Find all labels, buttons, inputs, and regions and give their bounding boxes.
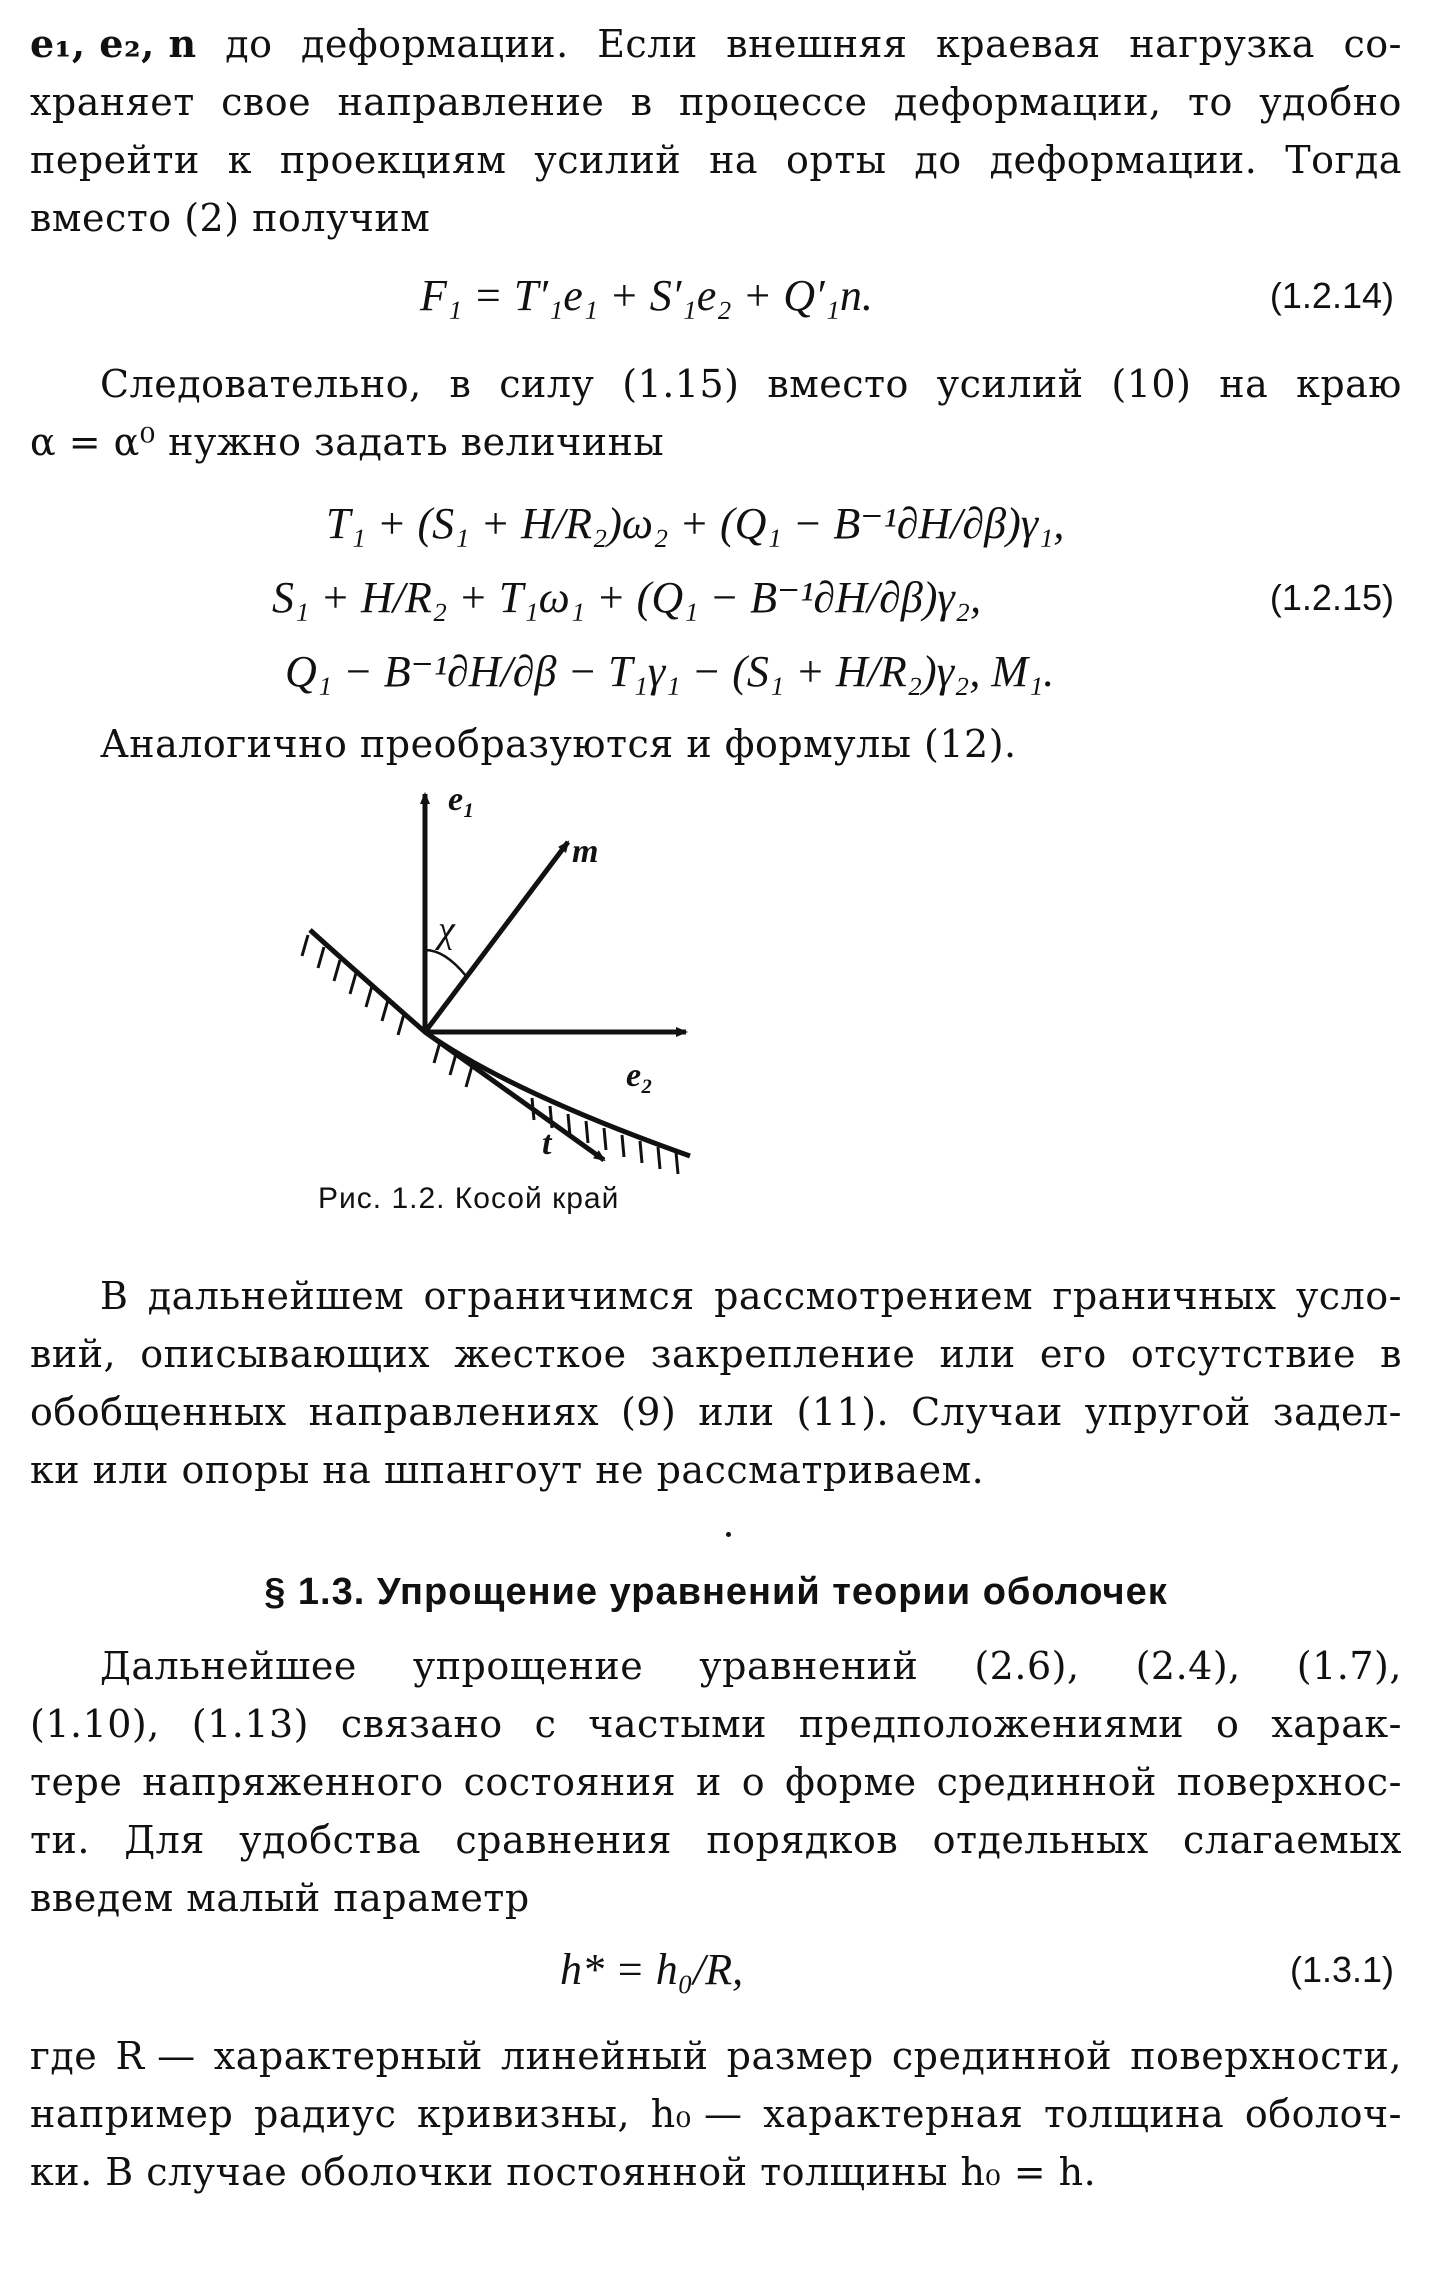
word: свое	[221, 80, 312, 124]
word: усилий	[936, 362, 1084, 406]
word: например	[30, 2092, 234, 2136]
word: Если	[597, 22, 698, 66]
text-line: ки или опоры на шпангоут не рассматриваем.	[30, 1448, 985, 1492]
text-line: Аналогично преобразуются и формулы (12).	[100, 722, 1017, 766]
word: задел-	[1272, 1390, 1402, 1434]
word: кривизны,	[417, 2092, 631, 2136]
text-line	[30, 76, 1402, 128]
word: или	[698, 1390, 775, 1434]
word: В	[100, 1274, 129, 1318]
word: R —	[115, 2034, 196, 2078]
word: поверхности,	[1130, 2034, 1402, 2078]
word: к	[227, 138, 252, 182]
word: (10)	[1111, 362, 1192, 406]
word: h₀ —	[650, 2092, 743, 2136]
equation-number: (1.2.15)	[1269, 577, 1394, 618]
word: ограничимся	[423, 1274, 695, 1318]
text-line	[30, 1756, 1402, 1808]
word: вий,	[30, 1332, 117, 1376]
word: e₁, e₂, n	[30, 21, 197, 66]
word: его	[1039, 1332, 1107, 1376]
word: краю	[1296, 362, 1402, 406]
word: деформации.	[300, 22, 569, 66]
word: Случаи	[911, 1390, 1063, 1434]
word: храняет	[30, 80, 195, 124]
word: на	[1219, 362, 1269, 406]
word: усилий	[534, 138, 682, 182]
text-line: ки. В случае оболочки постоянной толщины h₀ = h.	[30, 2150, 1097, 2194]
word: порядков	[706, 1818, 899, 1862]
word: форме	[785, 1760, 917, 1804]
word: отсутствие	[1130, 1332, 1356, 1376]
angle-arc	[425, 950, 466, 976]
word: жесткое	[454, 1332, 627, 1376]
word: в	[630, 80, 653, 124]
word: граничных	[1052, 1274, 1277, 1318]
word: где	[30, 2034, 98, 2078]
text-line	[30, 1814, 1402, 1866]
word: рассмотрением	[714, 1274, 1034, 1318]
formula-1-2-15-line-2: S₁ + H/R₂ + T₁ω₁ + (Q₁ − B⁻¹∂H/∂β)γ₂,	[272, 573, 982, 622]
text-line	[100, 1270, 1402, 1322]
word: до	[225, 22, 273, 66]
word: то	[1187, 80, 1233, 124]
text-line	[30, 1386, 1402, 1438]
formula-1-2-15-line-3: Q₁ − B⁻¹∂H/∂β − T₁γ₁ − (S₁ + H/R₂)γ₂, M₁.	[285, 647, 1055, 696]
word: и	[696, 1760, 722, 1804]
word: закрепление	[650, 1332, 916, 1376]
word: проекциям	[279, 138, 507, 182]
word: уравнений	[699, 1644, 919, 1688]
formula-1-2-14: F₁ = T′₁e₁ + S′₁e₂ + Q′₁n.	[420, 271, 873, 320]
word: о	[741, 1760, 766, 1804]
word: краевая	[936, 22, 1101, 66]
word: (2.6),	[974, 1644, 1080, 1688]
vector-t	[425, 1032, 604, 1160]
word: дальнейшем	[147, 1274, 405, 1318]
text-line: введем малый параметр	[30, 1876, 530, 1920]
word: оболоч-	[1244, 2092, 1402, 2136]
word: Тогда	[1285, 138, 1402, 182]
word: процессе	[679, 80, 868, 124]
word: нагрузка	[1129, 22, 1315, 66]
word: о	[1216, 1702, 1240, 1746]
word: (1.7),	[1296, 1644, 1402, 1688]
word: со-	[1343, 22, 1402, 66]
edge-curve	[310, 930, 690, 1156]
word: на	[709, 138, 759, 182]
word: направлениях	[308, 1390, 600, 1434]
word: удобно	[1259, 80, 1402, 124]
word: характерный	[213, 2034, 483, 2078]
text-line	[30, 2030, 1402, 2082]
word: поверхнос-	[1176, 1760, 1402, 1804]
word: отдельных	[932, 1818, 1149, 1862]
word: с	[534, 1702, 557, 1746]
word: упрощение	[412, 1644, 644, 1688]
equation-number: (1.3.1)	[1289, 1949, 1394, 1990]
word: орты	[785, 138, 887, 182]
word: сравнения	[455, 1818, 672, 1862]
word: вместо	[767, 362, 909, 406]
text-line	[30, 2088, 1402, 2140]
word: частыми	[588, 1702, 767, 1746]
text-line	[30, 1698, 1402, 1750]
word: толщина	[1043, 2092, 1225, 2136]
word: (1.10),	[30, 1702, 160, 1746]
word: перейти	[30, 138, 200, 182]
word: деформации.	[989, 138, 1258, 182]
word: Дальнейшее	[100, 1644, 357, 1688]
label-e1: e₁	[448, 781, 475, 818]
text-line	[30, 18, 1402, 70]
word: удобства	[239, 1818, 422, 1862]
word: (11).	[796, 1390, 890, 1434]
label-m: m	[572, 833, 599, 870]
text-line: вместо (2) получим	[30, 196, 431, 240]
text-line	[100, 1640, 1402, 1692]
word: харак-	[1271, 1702, 1402, 1746]
word: характерная	[763, 2092, 1024, 2136]
label-e2: e₂	[626, 1057, 653, 1094]
figure-oblique-edge	[290, 780, 730, 1200]
word: усло-	[1295, 1274, 1402, 1318]
word: срединной	[891, 2034, 1113, 2078]
word: или	[939, 1332, 1016, 1376]
word: упругой	[1084, 1390, 1251, 1434]
print-dot	[726, 1532, 731, 1537]
word: линейный	[500, 2034, 709, 2078]
word: тере	[30, 1760, 123, 1804]
word: напряженного	[142, 1760, 444, 1804]
text-line	[30, 1328, 1402, 1380]
word: (1.13)	[191, 1702, 310, 1746]
section-heading: § 1.3. Упрощение уравнений теории оболочек	[264, 1571, 1168, 1613]
word: (1.15)	[622, 362, 740, 406]
word: до	[914, 138, 962, 182]
equation-number: (1.2.14)	[1269, 275, 1394, 316]
word: Следовательно,	[100, 362, 422, 406]
word: обобщенных	[30, 1390, 287, 1434]
word: силу	[499, 362, 595, 406]
word: срединной	[936, 1760, 1157, 1804]
word: описывающих	[140, 1332, 431, 1376]
word: в	[449, 362, 472, 406]
text-line: α = α⁰ нужно задать величины	[30, 420, 665, 464]
word: Для	[124, 1818, 205, 1862]
word: направление	[337, 80, 605, 124]
word: размер	[726, 2034, 874, 2078]
text-line	[100, 358, 1402, 410]
word: слагаемых	[1183, 1818, 1402, 1862]
word: деформации,	[893, 80, 1162, 124]
word: состояния	[463, 1760, 677, 1804]
word: внешняя	[726, 22, 908, 66]
word: радиус	[254, 2092, 397, 2136]
word: (2.4),	[1135, 1644, 1241, 1688]
word: (9)	[620, 1390, 677, 1434]
word: связано	[340, 1702, 503, 1746]
label-chi: χ	[438, 909, 455, 951]
label-t: t	[542, 1125, 552, 1162]
word: ти.	[30, 1818, 90, 1862]
figure-caption: Рис. 1.2. Косой край	[318, 1182, 620, 1215]
word: предположениями	[798, 1702, 1185, 1746]
word: в	[1380, 1332, 1402, 1376]
formula-1-3-1: h* = h₀/R,	[560, 1945, 744, 1994]
formula-1-2-15-line-1: T₁ + (S₁ + H/R₂)ω₂ + (Q₁ − B⁻¹∂H/∂β)γ₁,	[326, 499, 1065, 548]
text-line	[30, 134, 1402, 186]
